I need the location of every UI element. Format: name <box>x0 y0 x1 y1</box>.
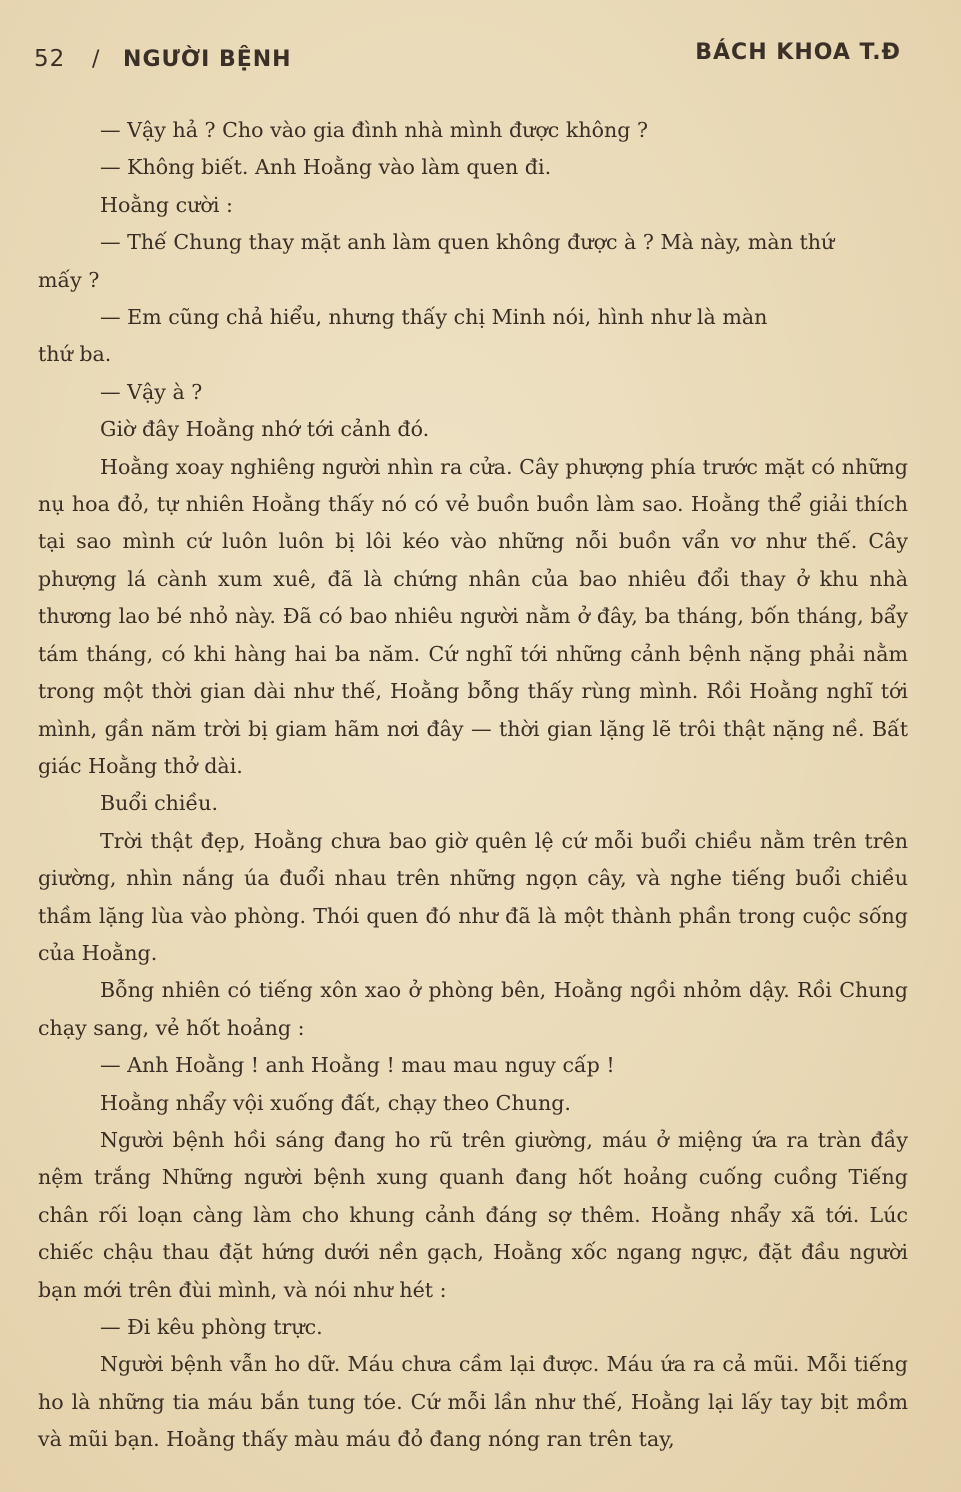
paragraph: — Vậy à ? <box>100 379 203 404</box>
paragraph: — Thế Chung thay mặt anh làm quen không được à ? Mà này, màn thứ <box>100 230 835 255</box>
paragraph: Hoằng nhẩy vội xuống đất, chạy theo Chung. <box>100 1090 571 1115</box>
paragraph: Người bệnh hồi sáng đang ho rũ trên giường, máu ở miệng ứa ra tràn đầy nệm trắng Những người bệnh xung quanh đang hốt hoảng cuống cuồng Tiếng chân rối loạn càng làm cho khung cảnh đáng sợ thêm. Hoằng nhẩy xã tới. Lúc chiếc chậu thau đặt hứng dưới nền gạch, Hoằng xốc ngang ngực, đặt đầu người bạn mới trên đùi mình, và nói như hét : <box>38 1127 908 1302</box>
paragraph: Người bệnh vẫn ho dữ. Máu chưa cầm lại được. Máu ứa ra cả mũi. Mỗi tiếng ho là những tia máu bắn tung tóe. Cứ mỗi lần như thế, Hoằng lại lấy tay bịt mồm và mũi bạn. Hoằng thấy màu máu đỏ đang nóng ran trên tay, <box>38 1352 908 1452</box>
paragraph: Trời thật đẹp, Hoằng chưa bao giờ quên lệ cứ mỗi buổi chiều nằm trên trên giường, nhìn nắng úa đuổi nhau trên những ngọn cây, và nghe tiếng buổi chiều thầm lặng lùa vào phòng. Thói quen đó như đã là một thành phần trong cuộc sống của Hoằng. <box>38 828 908 965</box>
paragraph: — Anh Hoằng ! anh Hoằng ! mau mau nguy cấp ! <box>100 1053 615 1078</box>
section-title: NGƯỜI BỆNH <box>123 47 292 72</box>
paragraph: Giờ đây Hoằng nhớ tới cảnh đó. <box>100 417 430 442</box>
page-number: 52 <box>34 46 66 72</box>
paragraph: Hoằng cười : <box>100 192 233 217</box>
paragraph: Buổi chiều. <box>100 791 218 816</box>
paragraph: Bỗng nhiên có tiếng xôn xao ở phòng bên, Hoằng ngồi nhỏm dậy. Rồi Chung chạy sang, vẻ hốt hoảng : <box>38 978 908 1040</box>
header-separator: / <box>91 47 101 72</box>
paragraph: — Không biết. Anh Hoằng vào làm quen đi. <box>100 155 552 180</box>
page-header <box>34 40 901 80</box>
publication-name: BÁCH KHOA T.Đ <box>695 40 901 65</box>
story-text <box>38 112 908 1459</box>
paragraph: — Em cũng chả hiểu, nhưng thấy chị Minh nói, hình như là màn <box>100 305 768 330</box>
paragraph: mấy ? <box>38 267 100 292</box>
paragraph: thứ ba. <box>38 342 112 367</box>
paragraph: Hoằng xoay nghiêng người nhìn ra cửa. Cây phượng phía trước mặt có những nụ hoa đỏ, tự nhiên Hoằng thấy nó có vẻ buồn buồn làm sao. Hoằng thể giải thích tại sao mình cứ luôn luôn bị lôi kéo vào những nỗi buồn vẩn vơ như thế. Cây phượng lá cành xum xuê, đã là chứng nhân của bao nhiêu đổi thay ở khu nhà thương lao bé nhỏ này. Đã có bao nhiêu người nằm ở đây, ba tháng, bốn tháng, bẩy tám tháng, có khi hàng hai ba năm. Cứ nghĩ tới những cảnh bệnh nặng phải nằm trong một thời gian dài như thế, Hoằng bỗng thấy rùng mình. Rồi Hoằng nghĩ tới mình, gần năm trời bị giam hãm nơi đây — thời gian lặng lẽ trôi thật nặng nề. Bất giác Hoằng thở dài. <box>38 454 908 778</box>
header-left <box>34 46 292 72</box>
paragraph: — Đi kêu phòng trực. <box>100 1315 323 1339</box>
paragraph: — Vậy hả ? Cho vào gia đình nhà mình được không ? <box>100 118 649 142</box>
